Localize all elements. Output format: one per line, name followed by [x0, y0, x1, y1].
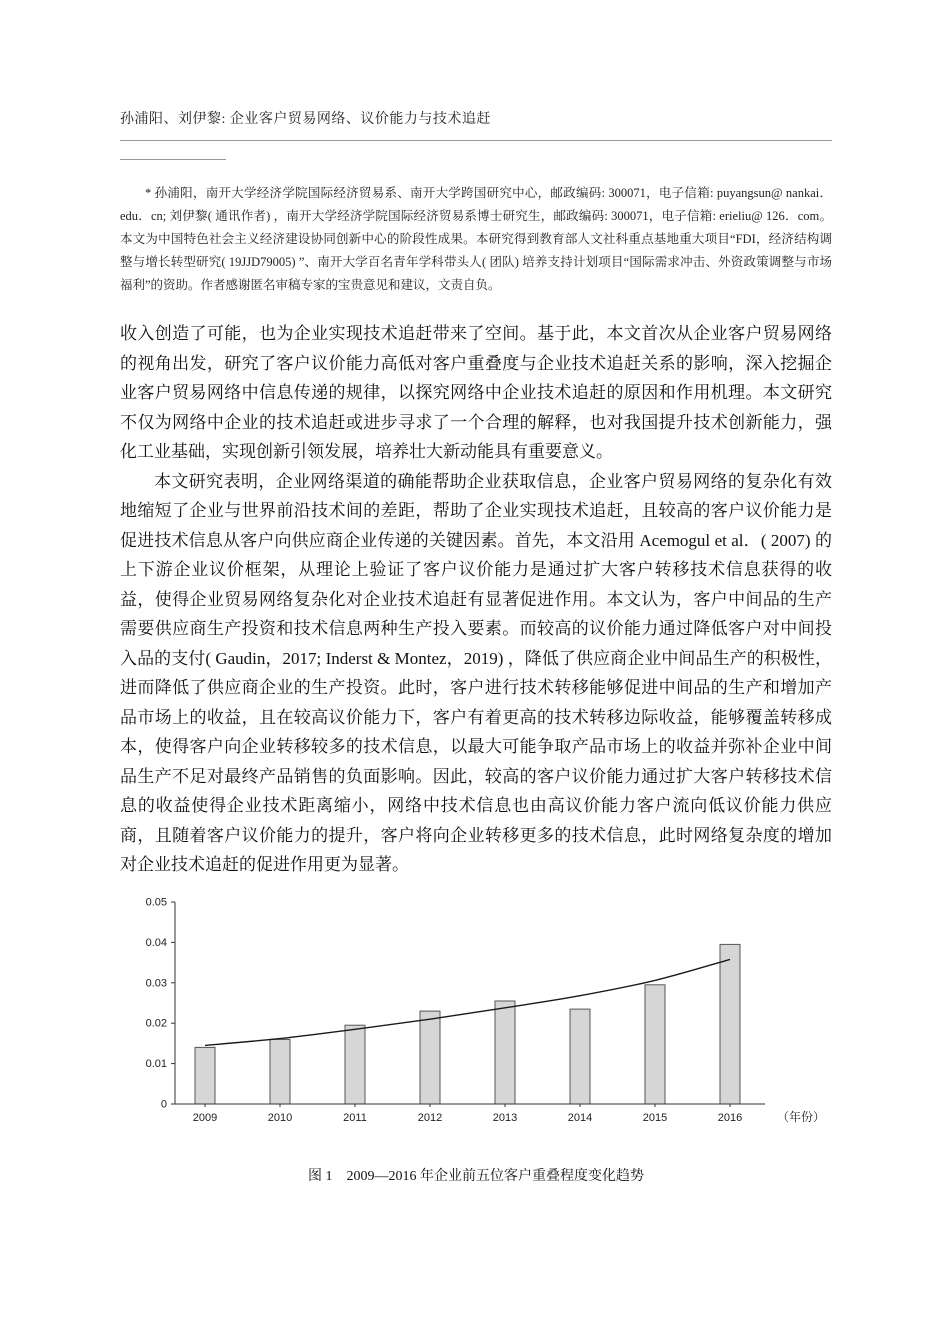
x-tick-label: 2015	[642, 1111, 668, 1124]
footnote-separator	[120, 159, 226, 160]
page-content	[120, 0, 832, 1185]
x-tick-label: 2010	[267, 1111, 293, 1124]
x-tick-label: 2014	[567, 1111, 593, 1124]
running-header: 孙浦阳、刘伊黎: 企业客户贸易网络、议价能力与技术追赶	[120, 112, 491, 127]
y-tick-label: 0.04	[145, 936, 167, 949]
chart-bar	[345, 1025, 365, 1104]
body-paragraph: 本文研究表明，企业网络渠道的确能帮助企业获取信息，企业客户贸易网络的复杂化有效地缩短了企业与世界前沿技术间的差距，帮助了企业实现技术追赶，且较高的客户议价能力是促进技术信息从客户向供应商企业传递的关键因素。首先，本文沿用 Acemogul et al．( 2007) 的上下游企业议价框架，从理论上验证了客户议价能力是通过扩大客户转移技术信息获得的收益，使得企业贸易网络复杂化对企业技术追赶有显著促进作用。本文认为，客户中间品的生产需要供应商生产投资和技术信息两种生产投入要素。而较高的议价能力通过降低客户对中间投入品的支付( Gaudin，2017; Inderst & Montez，2019) ，降低了供应商企业中间品生产的积极性，进而降低了供应商企业的生产投资。此时，客户进行技术转移能够促进中间品的生产和增加产品市场上的收益，且在较高议价能力下，客户有着更高的技术转移边际收益，能够覆盖转移成本，使得客户向企业转移较多的技术信息，以最大可能争取产品市场上的收益并弥补企业中间品生产不足对最终产品销售的负面影响。因此，较高的客户议价能力通过扩大客户转移技术信息的收益使得企业技术距离缩小，网络中技术信息也由高议价能力客户流向低议价能力供应商，且随着客户议价能力的提升，客户将向企业转移更多的技术信息，此时网络复杂度的增加对企业技术追赶的促进作用更为显著。	[120, 471, 832, 874]
footnote-text: * 孙浦阳，南开大学经济学院国际经济贸易系、南开大学跨国研究中心，邮政编码: 300071，电子信箱: puyangsun@ nankai．edu．cn; 刘伊黎( 通讯作者) ，南开大学经济学院国际经济贸易系博士研究生，邮政编码: 300071，电子信箱: erieliu@ 126．com。本文为中国特色社会主义经济建设协同创新中心的阶段性成果。本研究得到教育部人文社科重点基地重大项目“FDI，经济结构调整与增长转型研究( 19JJD79005) ”、南开大学百名青年学科带头人( 团队) 培养支持计划项目“国际需求冲击、外资政策调整与市场福利”的资助。作者感谢匿名审稿专家的宝贵意见和建议，文责自负。	[120, 186, 832, 292]
chart-svg	[117, 894, 829, 1136]
x-tick-label: 2011	[343, 1111, 367, 1124]
y-tick-label: 0.03	[145, 976, 167, 989]
body-paragraph: 收入创造了可能，也为企业实现技术追赶带来了空间。基于此，本文首次从企业客户贸易网络的视角出发，研究了客户议价能力高低对客户重叠度与企业技术追赶关系的影响，深入挖掘企业客户贸易网络中信息传递的规律，以探究网络中企业技术追赶的原因和作用机理。本文研究不仅为网络中企业的技术追赶或进步寻求了一个合理的解释，也对我国提升技术创新能力，强化工业基础，实现创新引领发展，培养壮大新动能具有重要意义。	[120, 324, 832, 461]
y-tick-label: 0.01	[145, 1057, 167, 1070]
chart-bar	[495, 1001, 515, 1104]
x-tick-label: 2009	[192, 1111, 218, 1124]
chart-bar	[720, 944, 740, 1104]
x-tick-label: 2013	[492, 1111, 518, 1124]
y-tick-label: 0.05	[145, 896, 167, 908]
bar-chart	[117, 894, 832, 1141]
x-tick-label: 2012	[417, 1111, 443, 1124]
chart-bar	[270, 1039, 290, 1104]
figure-1	[120, 894, 832, 1185]
header-rule	[120, 140, 832, 141]
y-tick-label: 0	[160, 1098, 167, 1110]
chart-bar	[570, 1009, 590, 1104]
x-tick-label: 2016	[717, 1111, 743, 1124]
chart-bar	[645, 984, 665, 1103]
figure-caption: 图 1 2009—2016 年企业前五位客户重叠程度变化趋势	[308, 1168, 644, 1184]
x-axis-unit: （年份）	[777, 1109, 826, 1124]
chart-bar	[420, 1011, 440, 1104]
y-tick-label: 0.02	[145, 1017, 167, 1030]
chart-bar	[195, 1047, 215, 1104]
